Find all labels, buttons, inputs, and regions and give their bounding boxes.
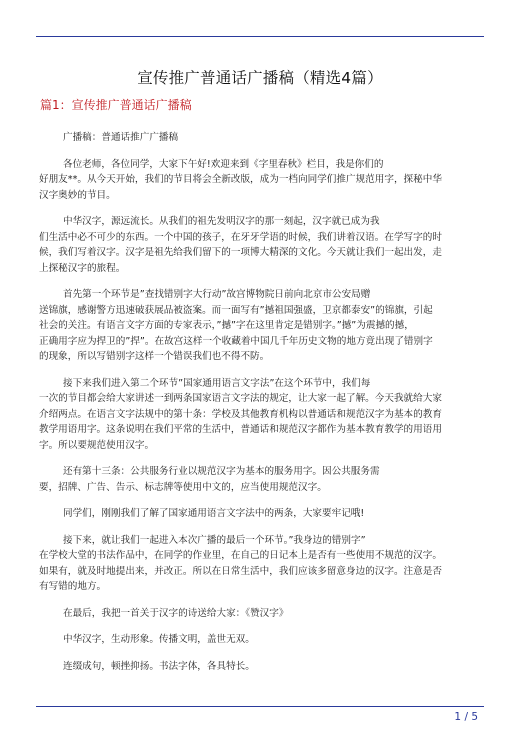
paragraph-line: 要，招牌、广告、告示、标志牌等使用中文的，应当使用规范汉字。 — [39, 481, 327, 493]
paragraph — [63, 130, 483, 146]
paragraph — [39, 533, 483, 595]
paragraph — [63, 506, 483, 522]
paragraph — [39, 464, 483, 495]
paragraph-line: 字。所以要规范使用汉字。 — [39, 439, 155, 451]
body-text — [39, 130, 483, 685]
paragraph-line: 汉字奥妙的节目。 — [39, 189, 116, 201]
paragraph-line: 上探秘汉字的旅程。 — [39, 262, 126, 274]
page-number: 1 / 5 — [454, 711, 478, 723]
paragraph-line: 教学用语用字。这条说明在我们平常的生活中，普通话和规范汉字都作为基本教育教学的用语用 — [39, 424, 442, 435]
paragraph — [63, 632, 483, 648]
paragraph-line: 正确用字应为捍卫的”捍”。在故宫这样一个收藏着中国几千年历史文物的地方竟出现了错别字 — [39, 335, 433, 347]
paragraph-line: 各位老师，各位同学，大家下午好!欢迎来到《字里春秋》栏目，我是你们的 — [63, 158, 384, 170]
paragraph — [39, 376, 483, 454]
paragraph-line: 们生活中必不可少的东西。一个中国的孩子，在牙牙学语的时候，我们讲着汉语。在学写字的时 — [39, 231, 442, 243]
paragraph-line: 候，我们写着汉字。汉字是祖先给我们留下的一项博大精深的文化。今天就让我们一起出发，走 — [39, 247, 442, 258]
bottom-rule — [36, 706, 484, 707]
paragraph-line: 还有第十三条：公共服务行业以规范汉字为基本的服务用字。因公共服务需 — [63, 466, 380, 477]
paragraph-line: 的现象，所以写错别字这样一个错误我们也不得不防。 — [39, 351, 270, 362]
paragraph-line: 有写错的地方。 — [39, 581, 107, 592]
paragraph-line: 介绍两点。在语言文字法规中的第十条：学校及其他教育机构以普通话和规范汉字为基本的教育 — [39, 408, 442, 420]
paragraph-line: 中华汉字，源远流长。从我们的祖先发明汉字的那一刻起，汉字就已成为我 — [63, 216, 380, 227]
paragraph-line: 好朋友**。从今天开始，我们的节目将会全新改版，成为一档向同学们推广规范用字，探秘中华 — [39, 174, 442, 185]
paragraph-line: 在学校大堂的书法作品中，在同学的作业里，在自己的日记本上是否有一些使用不规范的汉字。 — [39, 550, 442, 561]
paragraph-line: 首先第一个环节是”查找错别字大行动”故宫博物院日前向北京市公安局赠 — [63, 289, 371, 300]
top-rule — [36, 36, 484, 37]
paragraph-line: 一次的节目都会给大家讲述一到两条国家语言文字法的规定，让大家一起了解。今天我就给大家 — [39, 393, 442, 404]
paragraph-line: 中华汉字，生动形象。传播文明，盖世无双。 — [63, 634, 255, 645]
paragraph-line: 如果有，就及时地提出来，并改正。所以在日常生活中，我们应该多留意身边的汉字。注意是否 — [39, 565, 442, 577]
paragraph — [39, 157, 483, 204]
paragraph — [63, 659, 483, 675]
paragraph-line: 社会的关注。有语言文字方面的专家表示，”撼”字在这里肯定是错别字。”撼”为震撼的撼， — [39, 320, 414, 331]
paragraph-line: 送锦旗，感谢警方迅速破获展品被盗案。而一面写有”撼祖国强盛，卫京都泰安”的锦旗，引起 — [39, 304, 433, 316]
paragraph — [63, 606, 483, 622]
paragraph — [39, 287, 483, 365]
paragraph-line: 接下来我们进入第二个环节”国家通用语言文字法”在这个环节中，我们每 — [63, 377, 371, 389]
paragraph-line: 在最后，我把一首关于汉字的诗送给大家：《赞汉字》 — [63, 607, 289, 619]
paragraph-line: 连缀成句，顿挫抑扬。书法字体，各具特长。 — [63, 660, 255, 672]
paragraph-line: 广播稿：普通话推广广播稿 — [63, 132, 179, 143]
section-heading: 篇1：宣传推广普通话广播稿 — [40, 98, 192, 112]
paragraph — [39, 214, 483, 276]
paragraph-line: 同学们，刚刚我们了解了国家通用语言文字法中的两条，大家要牢记哦! — [63, 508, 365, 519]
paragraph-line: 接下来，就让我们一起进入本次广播的最后一个环节。”我身边的错别字” — [63, 534, 366, 546]
document-title: 宣传推广普通话广播稿（精选4篇） — [137, 69, 383, 87]
